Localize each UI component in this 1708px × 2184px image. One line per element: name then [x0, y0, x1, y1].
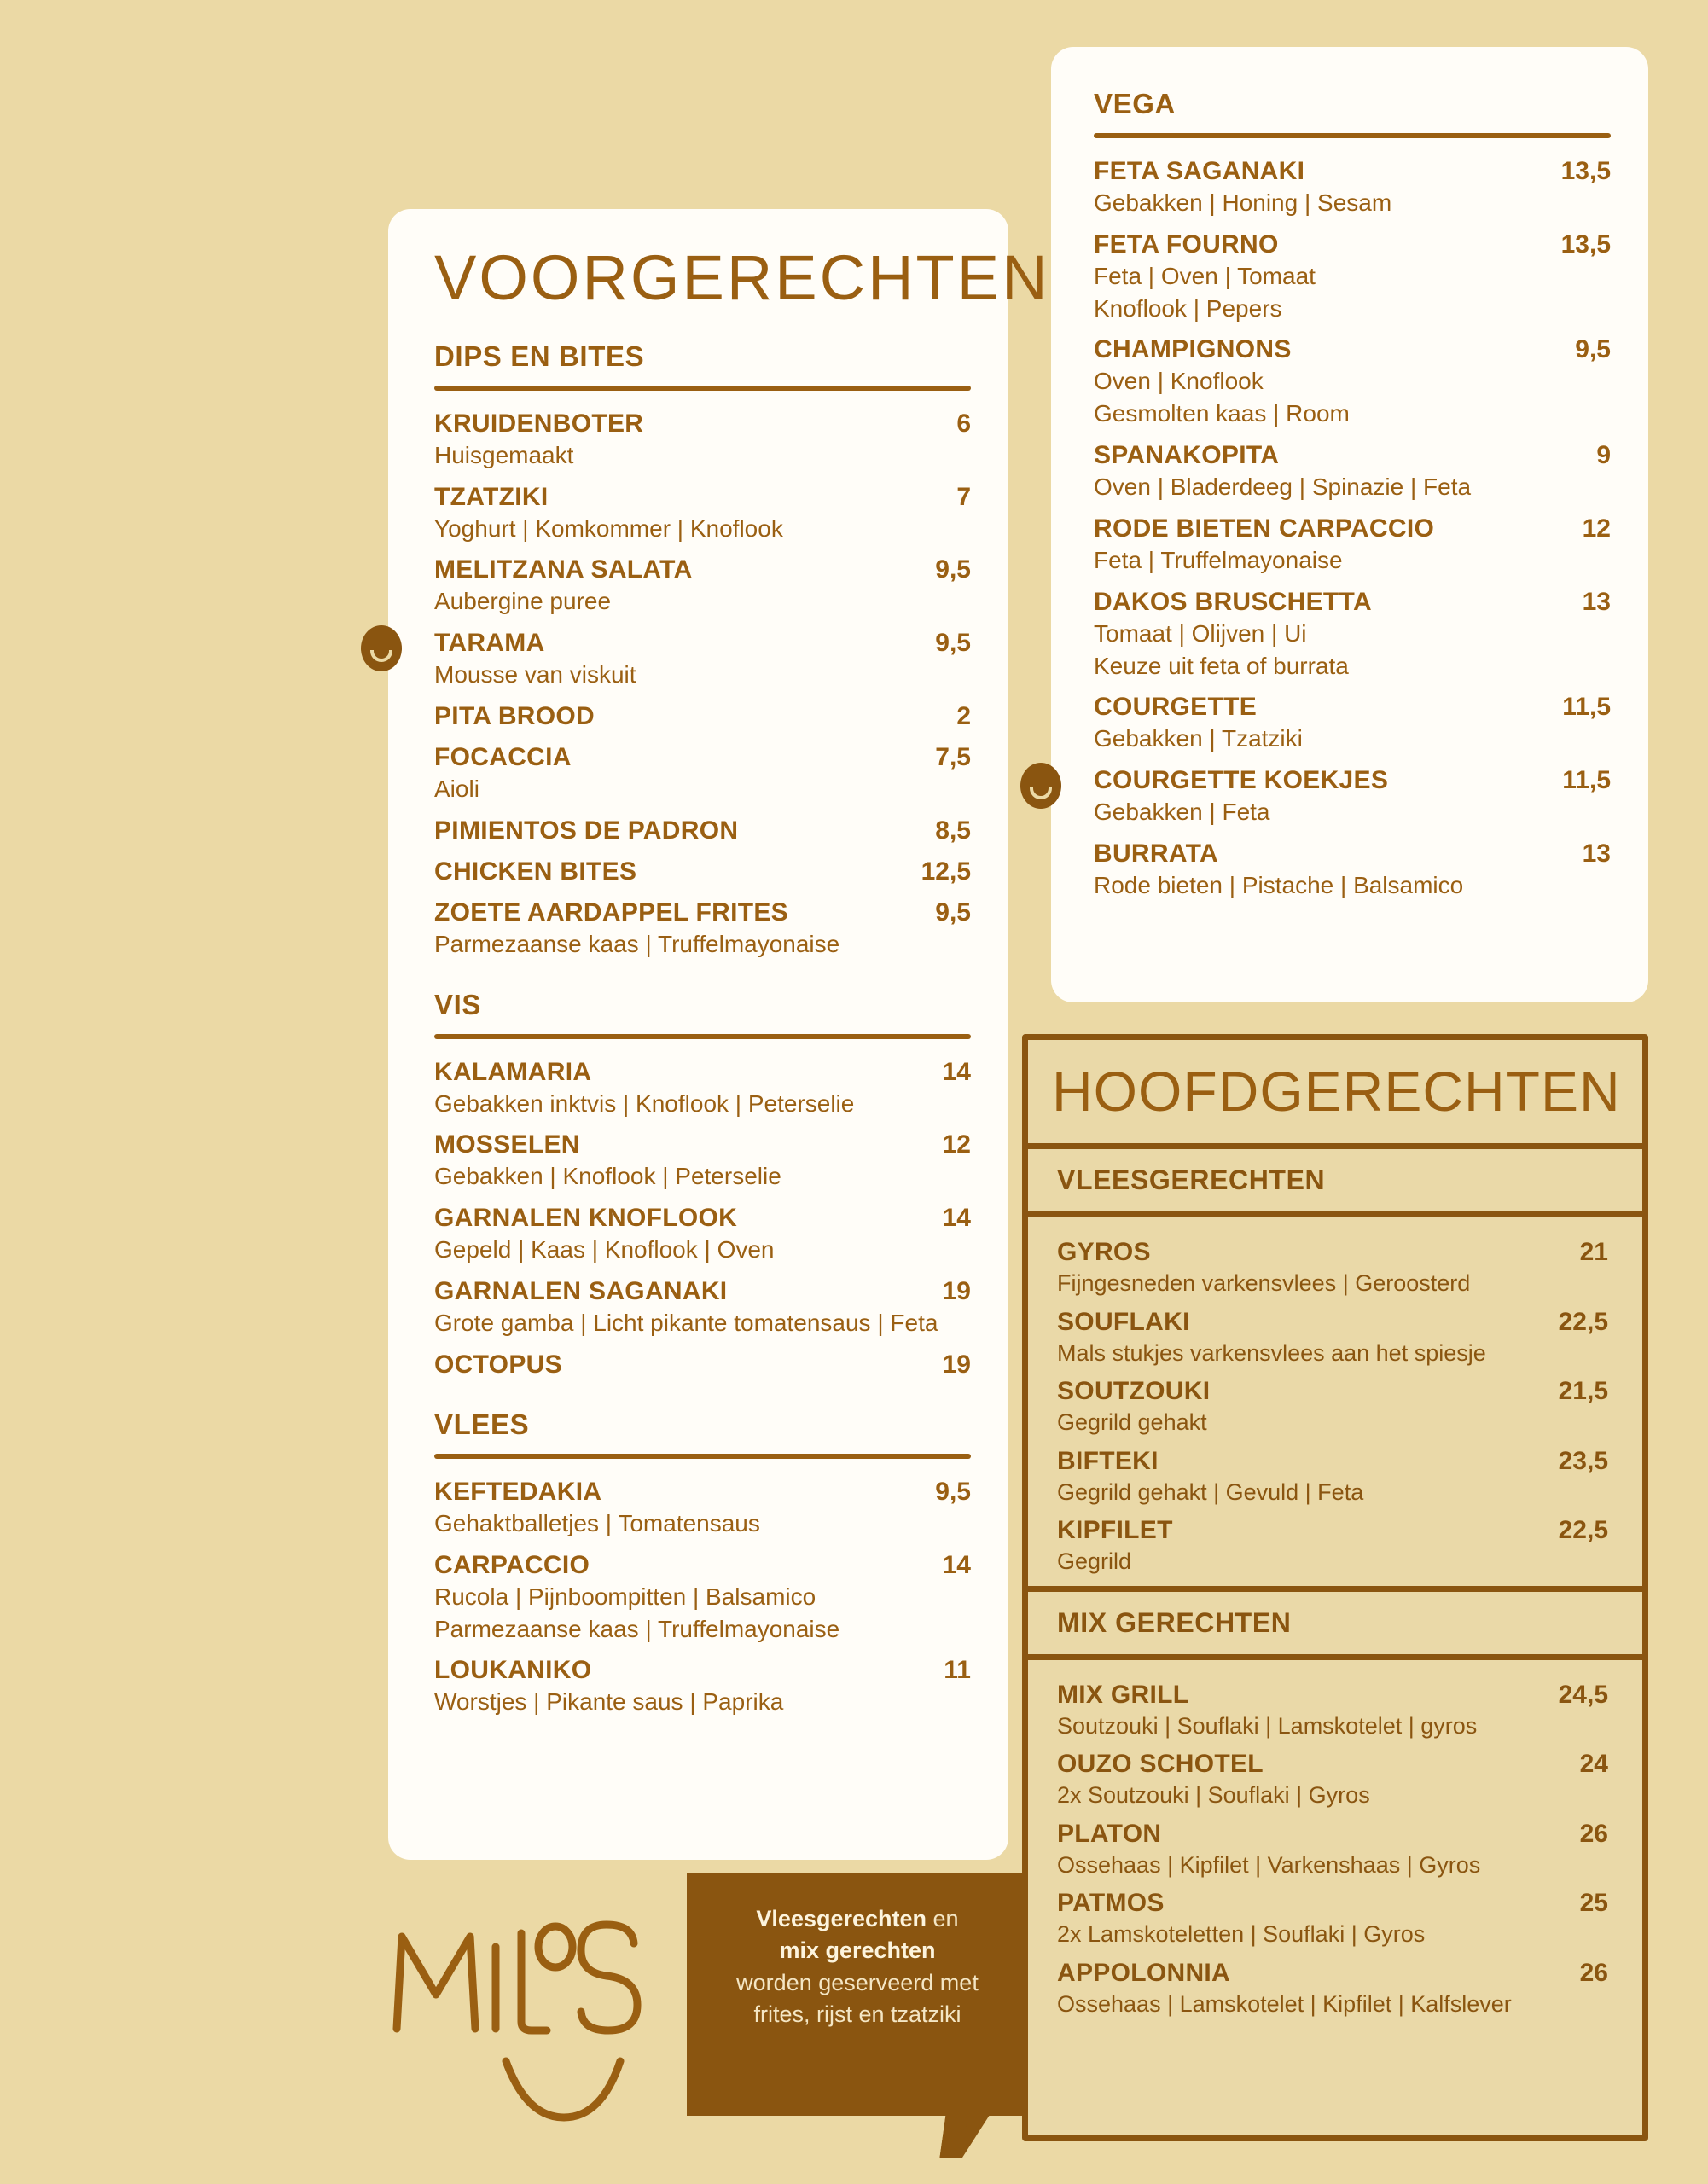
section-heading: DIPS EN BITES [434, 340, 645, 372]
menu-item-price: 2 [956, 702, 971, 730]
menu-item-line [434, 702, 971, 731]
voorgerechten-card [388, 209, 1050, 1860]
menu-item-description: Gebakken | Feta [1094, 799, 1270, 826]
menu-item-price: 14 [942, 1550, 971, 1579]
menu-item-line [1057, 1889, 1608, 1918]
smile-badge-icon [1020, 763, 1061, 809]
menu-item-description: Gesmolten kaas | Room [1094, 400, 1350, 427]
menu-item-description: Knoflook | Pepers [1094, 294, 1282, 322]
menu-item-name: MOSSELEN [434, 1130, 580, 1159]
menu-item-description: Ossehaas | Lamskotelet | Kipfilet | Kalfslever [1057, 1990, 1512, 2017]
menu-item [434, 1277, 971, 1339]
voorgerechten-sections [434, 340, 971, 1718]
serving-note-line-2 [712, 1935, 1002, 1966]
menu-item-price: 26 [1579, 1819, 1608, 1848]
menu-item [1057, 1516, 1608, 1577]
menu-item [1094, 766, 1611, 828]
menu-item [434, 555, 971, 617]
menu-item [1094, 230, 1611, 324]
menu-item-price: 12 [942, 1130, 971, 1159]
menu-item [1057, 1889, 1608, 1949]
menu-item [434, 1130, 971, 1192]
menu-item-price: 24 [1579, 1750, 1608, 1779]
menu-item [434, 1350, 971, 1380]
serving-note-bold-1: Vleesgerechten [756, 1906, 927, 1931]
menu-item-line [1057, 1308, 1608, 1337]
menu-item [1094, 588, 1611, 682]
menu-item [434, 629, 971, 690]
menu-item [434, 702, 971, 731]
menu-item-description: Gebakken | Honing | Sesam [1094, 189, 1392, 216]
menu-item [1057, 1447, 1608, 1507]
menu-item-description: Yoghurt | Komkommer | Knoflook [434, 514, 783, 542]
menu-item-line [434, 629, 971, 658]
menu-item-description: Feta | Oven | Tomaat [1094, 262, 1316, 289]
menu-item-description: Tomaat | Olijven | Ui [1094, 619, 1307, 647]
menu-item-name: BIFTEKI [1057, 1446, 1159, 1475]
menu-item-description: Oven | Bladerdeeg | Spinazie | Feta [1094, 473, 1472, 501]
menu-item [1094, 693, 1611, 754]
section-rule [434, 1454, 971, 1459]
menu-item-price: 14 [942, 1057, 971, 1086]
menu-item-price: 7,5 [935, 743, 971, 771]
menu-item-line [434, 1656, 971, 1685]
menu-item-name: KEFTEDAKIA [434, 1477, 602, 1506]
menu-item [434, 410, 971, 471]
menu-item-line [1057, 1516, 1608, 1545]
menu-item-name: OUZO SCHOTEL [1057, 1750, 1264, 1779]
menu-item-description: Parmezaanse kaas | Truffelmayonaise [434, 1615, 840, 1642]
menu-item [1057, 1820, 1608, 1880]
menu-item-description: Huisgemaakt [434, 441, 574, 468]
menu-item-name: APPOLONNIA [1057, 1958, 1231, 1987]
menu-item-line [434, 1277, 971, 1306]
menu-item-description: Gegrild [1057, 1548, 1132, 1575]
menu-item-price: 21,5 [1558, 1377, 1608, 1406]
menu-item-description: Fijngesneden varkensvlees | Geroosterd [1057, 1270, 1471, 1296]
menu-item-price: 13 [1582, 839, 1611, 868]
menu-item-description: Worstjes | Pikante saus | Paprika [434, 1688, 784, 1716]
menu-item [1057, 1681, 1608, 1741]
serving-note-bold-2: mix gerechten [779, 1937, 936, 1964]
menu-item-description: 2x Soutzouki | Souflaki | Gyros [1057, 1782, 1370, 1809]
menu-item-price: 13,5 [1560, 157, 1611, 185]
menu-item-price: 6 [956, 409, 971, 438]
vega-rule [1094, 133, 1611, 138]
menu-item-name: SOUFLAKI [1057, 1307, 1190, 1336]
menu-item-name: FOCACCIA [434, 743, 572, 771]
menu-item-name: TARAMA [434, 629, 545, 658]
menu-item-name: PLATON [1057, 1819, 1162, 1848]
voorgerechten-title: VOORGERECHTEN [434, 242, 1050, 313]
menu-item-price: 9,5 [935, 629, 971, 658]
menu-item-line [1094, 441, 1611, 470]
menu-item-name: COURGETTE KOEKJES [1094, 766, 1389, 795]
menu-item-name: ZOETE AARDAPPEL FRITES [434, 897, 788, 926]
menu-item [1057, 1377, 1608, 1438]
serving-note-rest-1: en [927, 1906, 959, 1931]
smile-arc-icon [1030, 787, 1052, 799]
vega-heading: VEGA [1094, 88, 1176, 119]
hoofdgerechten-body [1028, 1149, 1642, 2018]
menu-item-line [434, 743, 971, 772]
menu-item-description: Mals stukjes varkensvlees aan het spiesje [1057, 1339, 1486, 1366]
menu-item-line [434, 483, 971, 512]
menu-item [434, 1204, 971, 1265]
menu-item-price: 23,5 [1558, 1446, 1608, 1475]
menu-item-line [434, 1204, 971, 1233]
menu-item-name: DAKOS BRUSCHETTA [1094, 587, 1372, 616]
menu-item-name: SOUTZOUKI [1057, 1377, 1211, 1406]
menu-item-line [1094, 514, 1611, 543]
menu-item-description: Keuze uit feta of burrata [1094, 652, 1349, 679]
menu-item-price: 14 [942, 1204, 971, 1233]
menu-item-name: CARPACCIO [434, 1550, 590, 1579]
menu-item-line [434, 816, 971, 845]
section-heading: VLEES [434, 1408, 530, 1440]
menu-item [1057, 1308, 1608, 1368]
menu-item-line [434, 898, 971, 927]
menu-item-price: 25 [1579, 1889, 1608, 1918]
menu-item-name: OCTOPUS [434, 1350, 562, 1379]
menu-item-line [1057, 1377, 1608, 1406]
menu-item-price: 12 [1582, 514, 1611, 543]
menu-item-name: BURRATA [1094, 839, 1218, 868]
subsection-heading: MIX GERECHTEN [1028, 1586, 1642, 1660]
menu-item [1057, 1750, 1608, 1810]
menu-item-line [1094, 766, 1611, 795]
menu-item-name: KRUIDENBOTER [434, 409, 644, 438]
hoofdgerechten-title-box [1028, 1040, 1642, 1149]
menu-item-description: Gebakken | Knoflook | Peterselie [434, 1163, 781, 1190]
menu-item-line [434, 1058, 971, 1087]
menu-item-line [434, 1350, 971, 1380]
menu-item-price: 11,5 [1562, 766, 1611, 795]
subsection-item-list [1028, 1217, 1642, 1577]
vega-card [1051, 47, 1648, 1002]
menu-item-line [1094, 693, 1611, 722]
vega-item-list [1094, 157, 1611, 901]
menu-item-price: 21 [1579, 1238, 1608, 1266]
serving-note-line-1 [712, 1903, 1002, 1935]
menu-item-description: Gebakken | Tzatziki [1094, 725, 1303, 752]
menu-item-description: Aubergine puree [434, 588, 612, 615]
menu-item [1057, 1238, 1608, 1298]
menu-item-description: Mousse van viskuit [434, 661, 636, 688]
menu-item-line [1094, 588, 1611, 617]
menu-item-price: 19 [942, 1350, 971, 1379]
menu-item-price: 9,5 [935, 897, 971, 926]
menu-item [434, 898, 971, 960]
menu-item-price: 7 [956, 482, 971, 511]
menu-item-name: TZATZIKI [434, 482, 549, 511]
menu-item-line [1094, 839, 1611, 868]
menu-item-price: 9,5 [935, 555, 971, 584]
smile-badge-icon [361, 625, 402, 671]
menu-item-price: 13,5 [1560, 229, 1611, 258]
menu-item [1094, 157, 1611, 218]
menu-item-name: SPANAKOPITA [1094, 441, 1280, 470]
menu-item [434, 816, 971, 845]
menu-item-price: 11 [944, 1656, 971, 1685]
menu-item-description: Rode bieten | Pistache | Balsamico [1094, 872, 1464, 899]
subsection-item-list [1028, 1660, 1642, 2019]
menu-item-price: 8,5 [935, 816, 971, 845]
hoofdgerechten-card [1022, 1034, 1648, 2141]
menu-item-price: 24,5 [1558, 1680, 1608, 1709]
menu-item-line [434, 1551, 971, 1580]
menu-item-description: Soutzouki | Souflaki | Lamskotelet | gyros [1057, 1712, 1478, 1739]
menu-item-price: 9,5 [1575, 335, 1611, 364]
section-rule [434, 386, 971, 391]
menu-item-name: PIMIENTOS DE PADRON [434, 816, 739, 845]
menu-item-price: 11,5 [1562, 693, 1611, 722]
menu-item-line [434, 1130, 971, 1159]
menu-item-name: CHICKEN BITES [434, 857, 637, 886]
menu-item [434, 1656, 971, 1717]
menu-item-name: PITA BROOD [434, 702, 595, 730]
menu-item-line [1057, 1447, 1608, 1476]
menu-item-description: Ossehaas | Kipfilet | Varkenshaas | Gyros [1057, 1851, 1481, 1878]
menu-item-description: Gebakken inktvis | Knoflook | Peterselie [434, 1089, 855, 1117]
menu-item [1094, 839, 1611, 901]
menu-item-description: 2x Lamskoteletten | Souflaki | Gyros [1057, 1921, 1426, 1948]
menu-item-name: GARNALEN SAGANAKI [434, 1277, 728, 1306]
menu-item-line [1057, 1238, 1608, 1267]
section-heading: VIS [434, 988, 481, 1020]
menu-item-line [1057, 1820, 1608, 1849]
menu-item-name: GARNALEN KNOFLOOK [434, 1204, 738, 1233]
menu-item-price: 26 [1579, 1958, 1608, 1987]
menu-item-price: 19 [942, 1277, 971, 1306]
menu-item-name: RODE BIETEN CARPACCIO [1094, 514, 1435, 543]
menu-item-name: MELITZANA SALATA [434, 555, 693, 584]
menu-item-name: KALAMARIA [434, 1057, 592, 1086]
menu-item-description: Gepeld | Kaas | Knoflook | Oven [434, 1236, 775, 1263]
menu-item-line [434, 410, 971, 439]
menu-item-description: Parmezaanse kaas | Truffelmayonaise [434, 930, 840, 957]
serving-note-line-4: frites, rijst en tzatziki [753, 2001, 961, 2027]
menu-item-price: 9,5 [935, 1477, 971, 1506]
menu-item [1057, 1959, 1608, 2019]
menu-item [1094, 514, 1611, 576]
menu-item [434, 743, 971, 804]
menu-item-description: Oven | Knoflook [1094, 368, 1264, 395]
serving-note-bubble [687, 1873, 1028, 2116]
menu-item-name: FETA SAGANAKI [1094, 157, 1305, 185]
menu-item-line [1057, 1681, 1608, 1710]
menu-item-price: 22,5 [1558, 1516, 1608, 1545]
menu-item-line [1094, 230, 1611, 259]
menu-item-name: MIX GRILL [1057, 1680, 1189, 1709]
speech-bubble-tail-icon [939, 2114, 990, 2158]
menu-item-name: FETA FOURNO [1094, 229, 1279, 258]
menu-item-price: 9 [1596, 441, 1611, 470]
menu-item-line [434, 1478, 971, 1507]
menu-item-name: COURGETTE [1094, 693, 1258, 722]
menu-item [1094, 335, 1611, 429]
menu-item-description: Gehaktballetjes | Tomatensaus [434, 1509, 760, 1536]
menu-item-name: GYROS [1057, 1238, 1151, 1266]
menu-item-line [434, 555, 971, 584]
smile-arc-icon [370, 650, 392, 662]
menu-item [434, 1551, 971, 1645]
menu-item [434, 1478, 971, 1539]
menu-item-description: Gegrild gehakt | Gevuld | Feta [1057, 1478, 1364, 1505]
menu-item-description: Rucola | Pijnboompitten | Balsamico [434, 1583, 816, 1610]
menu-item [434, 1058, 971, 1119]
menu-item-name: LOUKANIKO [434, 1656, 592, 1685]
milos-logo [388, 1902, 653, 2124]
menu-item [434, 857, 971, 886]
menu-item-line [1057, 1959, 1608, 1988]
menu-item-name: CHAMPIGNONS [1094, 335, 1292, 364]
menu-item-price: 22,5 [1558, 1307, 1608, 1336]
menu-item-line [1057, 1750, 1608, 1779]
menu-item-description: Gegrild gehakt [1057, 1409, 1207, 1436]
menu-item-line [434, 857, 971, 886]
menu-item-description: Aioli [434, 775, 479, 802]
menu-item-line [1094, 157, 1611, 186]
menu-item-price: 13 [1582, 587, 1611, 616]
menu-item-price: 12,5 [921, 857, 971, 886]
menu-item [1094, 441, 1611, 502]
menu-item-description: Grote gamba | Licht pikante tomatensaus | Feta [434, 1310, 938, 1337]
hoofdgerechten-title: HOOFDGERECHTEN [1052, 1059, 1621, 1123]
section-rule [434, 1034, 971, 1039]
menu-item-description: Feta | Truffelmayonaise [1094, 546, 1343, 573]
serving-note-line-3: worden geserveerd met [736, 1969, 979, 1995]
menu-item-line [1094, 335, 1611, 364]
subsection-heading: VLEESGERECHTEN [1028, 1149, 1642, 1217]
menu-item-name: KIPFILET [1057, 1516, 1173, 1545]
menu-item-name: PATMOS [1057, 1889, 1165, 1918]
menu-item [434, 483, 971, 544]
